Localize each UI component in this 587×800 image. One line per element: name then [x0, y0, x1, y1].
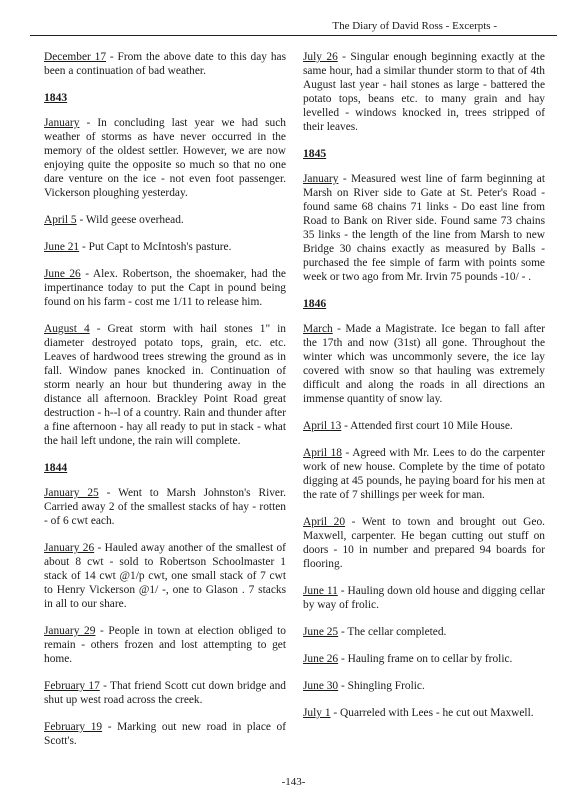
page-number: -143-	[281, 776, 306, 788]
entry-text: - The cellar completed.	[338, 626, 447, 638]
entry-date: April 20	[303, 516, 346, 528]
entry-text: - Hauling frame on to cellar by frolic.	[338, 653, 513, 665]
entry-date: June 26	[44, 268, 81, 280]
left-column	[44, 50, 286, 761]
entry-text: - Wild geese overhead.	[76, 214, 184, 226]
header-rule	[30, 35, 557, 36]
entry-text: - Went to Marsh Johnston's River. Carried away 2 of the smallest stacks of hay - rotten - of 6 cwt each.	[44, 487, 286, 527]
entry-text: - Went to town and brought out Geo. Maxwell, carpenter. He began cutting out stuff on doors - 10 in number and prepared 94 boards for flooring.	[303, 516, 545, 570]
entry-date: June 11	[303, 585, 338, 597]
running-header: The Diary of David Ross - Excerpts -	[332, 20, 497, 32]
entry-date: February 17	[44, 680, 100, 692]
diary-entry	[303, 515, 545, 571]
entry-date: April 18	[303, 447, 342, 459]
diary-entry	[303, 706, 545, 720]
entry-text: - Agreed with Mr. Lees to do the carpenter work of new house. Complete by the time of potato digging at 45 pounds, he paying board for his men at the rate of 7 shillings per week for man.	[303, 447, 545, 501]
entry-date: July 26	[303, 51, 338, 63]
diary-entry	[303, 652, 545, 666]
diary-entry	[303, 446, 545, 502]
entry-text: - Put Capt to McIntosh's pasture.	[79, 241, 232, 253]
diary-entry	[303, 679, 545, 693]
diary-entry	[44, 116, 286, 200]
entry-date: July 1	[303, 707, 331, 719]
entry-text: - Made a Magistrate. Ice began to fall after the 17th and now (31st) all gone. Throughout the winter which was uncommonly severe, the ice lay covered with snow so that hauling was extremely difficult and along the roads in all directions an immense quantity of snow lay.	[303, 323, 545, 405]
entry-date: June 25	[303, 626, 339, 638]
entry-text: - Singular enough beginning exactly at the same hour, had a similar thunder storm to that of 4th August last year - hail stones as large - battered the potato tops, beans etc. to many grain and hay levelled - windows knocked in, trees stripped of their leaves.	[303, 51, 545, 133]
entry-date: January	[303, 173, 339, 185]
entry-text: - Shingling Frolic.	[338, 680, 425, 692]
entry-text: - That friend Scott cut down bridge and shut up west road across the creek.	[44, 680, 286, 706]
diary-entry	[44, 322, 286, 448]
year-heading: 1843	[44, 91, 68, 104]
entry-text: - Hauled away another of the smallest of about 8 cwt - sold to Robertson Schoolmaster 1 stack of 14 cwt @1/p cwt, one small stack of 7 cwt to Henry Vickerson @1/ -, one to Glason . 7 stacks in all to our share.	[44, 542, 286, 610]
entry-date: April 5	[44, 214, 77, 226]
entry-date: August 4	[44, 323, 90, 335]
entry-date: February 19	[44, 721, 103, 733]
entry-date: December 17	[44, 51, 107, 63]
diary-entry	[44, 213, 286, 227]
diary-entry	[303, 50, 545, 134]
year-heading: 1844	[44, 461, 68, 474]
diary-entry	[303, 172, 545, 284]
entry-text: - People in town at election obliged to remain - others frozen and lost attempting to get home.	[44, 625, 286, 665]
entry-text: - From the above date to this day has been a continuation of bad weather.	[44, 51, 287, 77]
entry-date: January 25	[44, 487, 99, 499]
entry-date: June 26	[303, 653, 339, 665]
year-heading: 1845	[303, 147, 327, 160]
entry-text: - Great storm with hail stones 1" in diameter destroyed potato tops, grain, etc. etc. Leaves of hardwood trees strewing the ground as in fall. Window panes knocked in. Continuation of storm nearly an hour but thundering away in the distance all afternoon. Brackley Point Road great destruction - h--l of a country. Rain and thunder after a fine afternoon - hay all ready to put in stack - what the hail left undone, the rain will complete.	[44, 323, 286, 447]
diary-entry	[44, 679, 286, 707]
entry-text: - Quarreled with Lees - he cut out Maxwell.	[330, 707, 534, 719]
diary-entry	[303, 584, 545, 612]
diary-entry	[303, 625, 545, 639]
entry-date: June 30	[303, 680, 339, 692]
diary-entry	[44, 267, 286, 309]
entry-date: March	[303, 323, 333, 335]
entry-text: - Marking out new road in place of Scott's.	[44, 721, 287, 747]
right-column	[303, 50, 545, 733]
diary-entry	[44, 50, 286, 78]
entry-text: - Hauling down old house and digging cellar by way of frolic.	[303, 585, 545, 611]
diary-entry	[44, 624, 286, 666]
entry-date: January	[44, 117, 80, 129]
diary-entry	[44, 486, 286, 528]
entry-text: - Attended first court 10 Mile House.	[341, 420, 513, 432]
entry-date: January 26	[44, 542, 95, 554]
diary-entry	[44, 240, 286, 254]
entry-date: April 13	[303, 420, 342, 432]
diary-entry	[44, 720, 286, 748]
diary-entry	[44, 541, 286, 611]
year-heading: 1846	[303, 297, 327, 310]
entry-text: - In concluding last year we had such weather of storms as have never occurred in the memory of the oldest settler. However, we are now enjoying quite the opposite so much so that no one dare venture on the ice - not even foot passenger. Vickerson ploughing yesterday.	[44, 117, 286, 199]
entry-text: - Alex. Robertson, the shoemaker, had the impertinance today to put the Capt in pound being found on his farm - cost me 1/11 to release him.	[44, 268, 286, 308]
diary-entry	[303, 322, 545, 406]
entry-date: June 21	[44, 241, 80, 253]
entry-text: - Measured west line of farm beginning at Marsh on River side to Gate at St. Peter's Road - found same 68 chains 71 links - Do east line from Road to Bank on River side. Found same 73 chains 35 links - the length of the line from Marsh to new Bridge 30 chains exactly as measured by Balls - purchased the fee simple of farm with points some week or two ago from Mr. Irvin 75 pounds -10/ - .	[303, 173, 545, 283]
entry-date: January 29	[44, 625, 96, 637]
diary-entry	[303, 419, 545, 433]
